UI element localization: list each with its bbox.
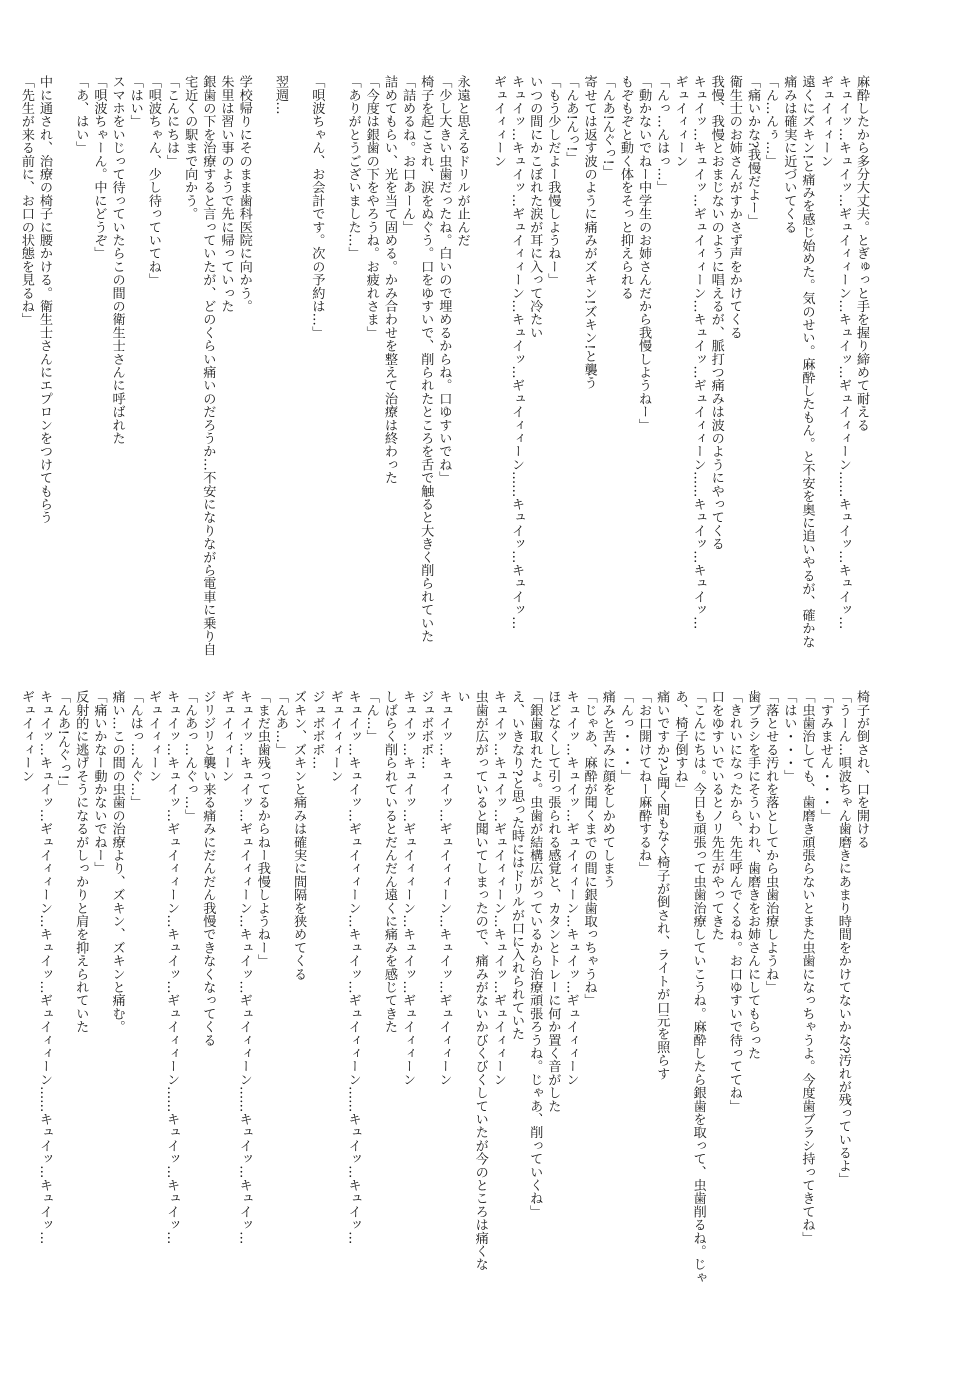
bottom-text-line: 「うーん…唄波ちゃん歯磨きにあまり時間をかけてないかな?汚れが残っているよ」 [835, 690, 851, 1186]
bottom-text-line: 「虫歯治しても、歯磨き頑張らないとまた虫歯になっちゃうよ。今度歯ブラシ持ってきてね」 [799, 690, 815, 1245]
top-text-line: 学校帰りにそのまま歯科医院に向かう。 [236, 75, 252, 313]
bottom-text-line: 「落とせる汚れを落としてから虫歯治療しようね」 [763, 690, 779, 994]
bottom-text-line: キュイッ…キュイッ…ギュイィィーン…キュイッ…ギュイィィーン……キュイッ…キュイッ… [236, 690, 252, 1245]
top-text-line: 「んっ…んはっ…」 [654, 75, 670, 194]
top-text-line: キュイッ…キュイッ…ギュイィィーン…キュイッ…ギュイィィーン……キュイッ…キュイッ… [690, 75, 706, 630]
top-text-line: 「はい」 [127, 75, 143, 128]
bottom-text-line: キュイッ…キュイッ…ギュイィィーン…キュイッ…ギュイィィーン [490, 690, 506, 1086]
top-text-line: ギュイィィーン [490, 75, 506, 168]
top-text-line: 寄せては返す波のように痛みがズキン!ズキン!と襲う [581, 75, 597, 390]
top-text-line: 衛生士のお姉さんがすかさず声をかけてくる [726, 75, 742, 339]
bottom-text-line: 「銀歯取れたよ。虫歯が結構広がっているから治療頑張ろうね。じゃあ、削っていくね」 [527, 690, 543, 1218]
bottom-text-line: 歯ブラシを手にそういわれ、歯磨きをお姉さんにしてもらった [745, 690, 761, 1060]
top-text-line: 麻酔したから多分大丈夫。とぎゅっと手を握り締めて耐える [854, 75, 869, 432]
top-text-line: 銀歯の下を治療すると言っていたが、どのくらい痛いのだろうか…不安になりながら電車に乗り自 [200, 75, 216, 656]
top-text-line [53, 75, 71, 675]
bottom-text-line: 「んあ!んぐっ!」 [55, 690, 71, 793]
top-text-line [253, 75, 271, 675]
top-text-line: いつの間にかこぼれた涙が耳に入って冷たい [527, 75, 543, 339]
bottom-text-line: 「まだ虫歯残ってるからねー我慢しようねー」 [254, 690, 270, 968]
bottom-text-line: ギュイィィーン [18, 690, 34, 783]
bottom-text-line: キュイッ…キュイッ…ギュイィィーン…キュイッ…ギュイィィーン [436, 690, 452, 1086]
bottom-text-line: 痛みと苦みに顔をしかめてしまう [599, 690, 615, 888]
bottom-text-line: ギュイィィーン [218, 690, 234, 783]
bottom-text-line: 反射的に逃げそうになるがしっかりと肩を抑えられていた [73, 690, 89, 1034]
top-text-line: ギュイィィーン [672, 75, 688, 168]
top-text-line: 「唄波ちゃん、お会計です。次の予約は…」 [309, 75, 325, 339]
bottom-text-line: ジュボボボ… [418, 690, 434, 770]
top-text-line: キュイッ…キュイッ…ギュイィィーン…キュイッ…ギュイィィーン……キュイッ…キュイッ… [509, 75, 525, 630]
bottom-text-line: キュイッ…キュイッ…ギュイィィーン…キュイッ…ギュイィィーン……キュイッ…キュイッ… [36, 690, 52, 1245]
bottom-text-line: あ、椅子倒すね」 [672, 690, 688, 796]
top-text-line: 翌週… [273, 75, 288, 115]
bottom-text-line: ジュボボボ… [309, 690, 325, 770]
top-text-line: 永遠と思えるドリルが止んだ [454, 75, 470, 247]
top-text-line: スマホをいじって待っていたらこの間の衛生士さんに呼ばれた [109, 75, 125, 445]
top-text-line: 我慢、我慢とおまじないのように唱えるが、脈打つ痛みは波のようにやってくる [708, 75, 724, 551]
bottom-text-line: 「んはっ…んぐ…」 [127, 690, 143, 809]
bottom-text-line: キュイッ…キュイッ…ギュイィィーン…キュイッ…ギュイィィーン……キュイッ…キュイッ… [345, 690, 361, 1245]
bottom-text-line: ギュイィィーン [145, 690, 161, 783]
top-text-line: 「痛いかな?我慢だよー」 [745, 75, 761, 228]
top-text-line: 「詰めるね。お口あーん」 [400, 75, 416, 234]
bottom-text-line: 「すみません・・・」 [817, 690, 833, 822]
top-text-line: 中に通され、治療の椅子に腰かける。衛生士さんにエプロンをつけてもらう [36, 75, 52, 524]
top-text-block [18, 75, 870, 675]
top-text-line: 「こんにちは」 [164, 75, 180, 168]
top-text-line: 「あ、はい」 [73, 75, 89, 155]
bottom-text-line: ほどなくして引っ張られる感覚と、カタンとトレーに何か置く音がした [545, 690, 561, 1113]
bottom-text-line: 「こんにちは。今日も頑張って虫歯治療していこうね。麻酔したら銀歯を取って、虫歯削るね。じゃ [690, 690, 706, 1284]
top-text-line: 「んあ!んぐっ!」 [599, 75, 615, 178]
bottom-text-line: 虫歯が広がっていると聞いてしまったので、痛みがないかびくびくしていたが今のところは痛くな [472, 690, 488, 1271]
bottom-text-line: 痛い…この間の虫歯の治療より、ズキン、ズキンと痛む。 [109, 690, 125, 1034]
top-text-line: 「唄波ちゃん、少し待っていてね」 [145, 75, 161, 287]
bottom-text-line: 「んあ…」 [273, 690, 288, 756]
bottom-text-line: 「はい・・・」 [781, 690, 797, 783]
bottom-text-line: 「痛いかなー動かないでねー」 [91, 690, 107, 875]
top-text-line: キュイッ…キュイッ…ギュイィィーン…キュイッ…ギュイィィーン……キュイッ…キュイッ… [835, 75, 851, 630]
bottom-text-block [18, 690, 870, 1310]
bottom-text-line: ズキン、ズキンと痛みは確実に間隔を狭めてくる [291, 690, 307, 981]
bottom-text-line: 「お口開けてねー麻酔するね」 [636, 690, 652, 875]
top-text-line: 朱里は習い事のようで先に帰っていった [218, 75, 234, 313]
bottom-text-line: 「んあっ…んぐっ…」 [182, 690, 198, 822]
top-text-line: 「唄波ちゃーん。中にどうぞ」 [91, 75, 107, 260]
bottom-text-line: ジリジリと襲い来る痛みにだんだん我慢できなくなってくる [200, 690, 216, 1047]
top-text-line: 「今度は銀歯の下をやろうね。お疲れさま」 [363, 75, 379, 339]
top-text-line: 椅子を起こされ、涙をぬぐう。口をゆすいで、削られたところを舌で触ると大きく削られていた [418, 75, 434, 643]
top-text-line: 詰めてもらい、光を当て固める。かみ合わせを整えて治療は終わった [381, 75, 397, 485]
top-text-line [289, 75, 307, 675]
top-text-line: ギュイィィーン [817, 75, 833, 168]
top-text-line: 「ん…んぅ…」 [763, 75, 779, 168]
bottom-text-line: 「ん…」 [363, 690, 379, 743]
top-text-line: 「んあ!んっ!」 [563, 75, 579, 165]
bottom-text-line: 痛いですか?と聞く間もなく椅子が倒され、ライトが口元を照らす [654, 690, 670, 1080]
bottom-text-line: 口をゆすいでいるとノリ先生がやってきた [708, 690, 724, 941]
bottom-text-line: キュイッ…キュイッ…ギュイィィーン…キュイッ…ギュイィィーン……キュイッ…キュイッ… [164, 690, 180, 1245]
top-text-line: 宅近くの駅まで向かう。 [182, 75, 198, 221]
top-text-line: 痛みは確実に近づいてくる [781, 75, 797, 234]
top-text-line: 「少し大きい虫歯だったね。白いので埋めるからね。口ゆすいでね」 [436, 75, 452, 485]
bottom-text-line: 「じゃあ、麻酔が聞くまでの間に銀歯取っちゃうね」 [581, 690, 597, 1007]
bottom-text-line: 「きれいになったから、先生呼んでくるね。お口ゆすいで待っててね」 [726, 690, 742, 1113]
top-text-line: 遠くにズキン!と痛みを感じ始めた。気のせい。麻酔したもん。と不安を奥に追いやるが、確かな [799, 75, 815, 648]
bottom-text-line: キュイッ…キュイッ…ギュイィィーン…キュイッ…ギュイィィーン [400, 690, 416, 1086]
top-text-line: 「動かないでねー中学生のお姉さんだから我慢しようねー」 [636, 75, 652, 432]
bottom-text-line: 「んっ・・・」 [617, 690, 633, 783]
bottom-text-line: キュイッ…キュイッ…ギュイィィーン…キュイッ…ギュイィィーン [563, 690, 579, 1086]
bottom-text-line: 椅子が倒され、口を開ける [854, 690, 869, 849]
bottom-text-line: え、いきなり?と思った時にはドリルが口に入れられていた [509, 690, 525, 1041]
bottom-text-line: い [454, 690, 470, 704]
top-text-line: 「ありがとうございました…」 [345, 75, 361, 260]
bottom-text-line: しばらく削られているとだんだん遠くに痛みを感じてきた [381, 690, 397, 1034]
top-text-line: 「もう少しだよー我慢しようねー」 [545, 75, 561, 287]
top-text-line: もぞもぞと動く体をそっと抑えられる [617, 75, 633, 300]
top-text-line [325, 75, 343, 675]
top-text-line: 「先生が来る前に、お口の状態を見るね」 [18, 75, 34, 326]
bottom-text-line: ギュイィィーン [327, 690, 343, 783]
top-text-line [471, 75, 489, 675]
